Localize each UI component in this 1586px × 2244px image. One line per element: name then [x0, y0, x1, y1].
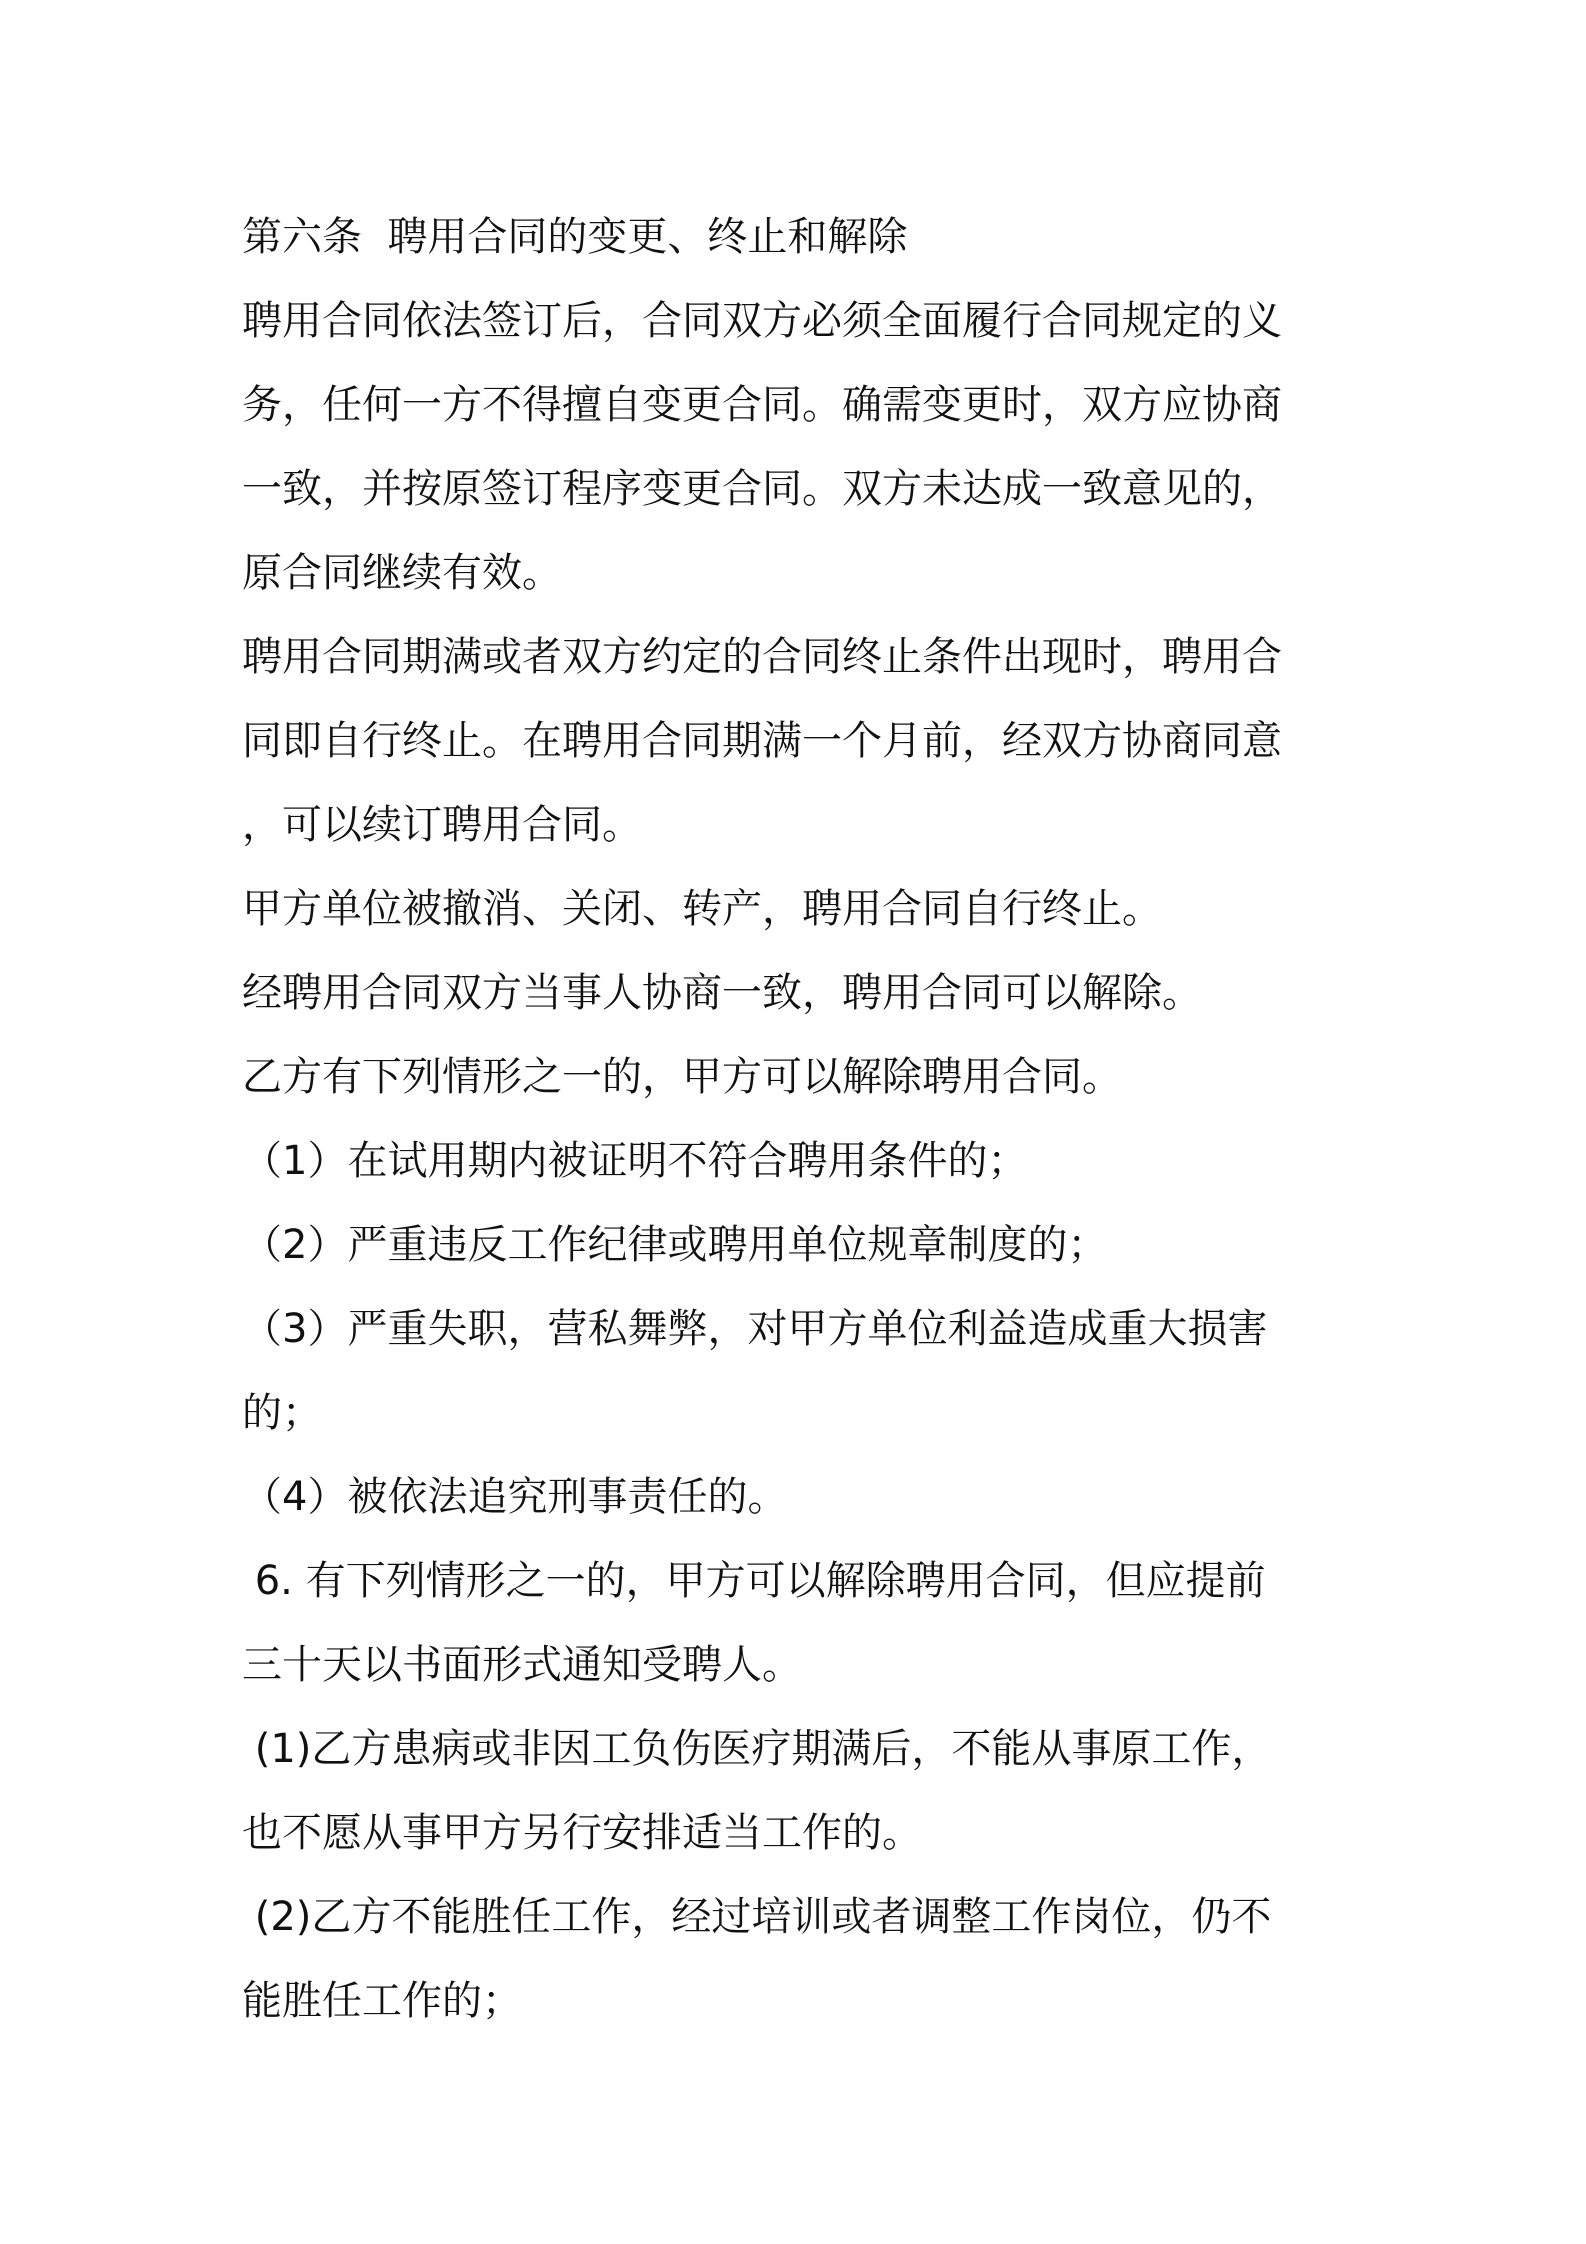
- list-item-line: （1）在试用期内被证明不符合聘用条件的；: [242, 1138, 1028, 1184]
- sub-item-line: 能胜任工作的；: [242, 1978, 522, 2024]
- paragraph-line: 务，任何一方不得擅自变更合同。确需变更时，双方应协商: [242, 382, 1282, 428]
- paragraph-line: 原合同继续有效。: [242, 550, 562, 596]
- numbered-clause-line: 6. 有下列情形之一的，甲方可以解除聘用合同，但应提前: [242, 1558, 1266, 1604]
- list-item-line: （4）被依法追究刑事责任的。: [242, 1474, 788, 1520]
- paragraph-line: ，可以续订聘用合同。: [242, 802, 642, 848]
- list-item-line: （3）严重失职，营私舞弊，对甲方单位利益造成重大损害: [242, 1306, 1268, 1352]
- paragraph-line: 聘用合同依法签订后，合同双方必须全面履行合同规定的义: [242, 298, 1282, 344]
- paragraph-line: 甲方单位被撤消、关闭、转产，聘用合同自行终止。: [242, 886, 1162, 932]
- paragraph-line: 一致，并按原签订程序变更合同。双方未达成一致意见的，: [242, 466, 1282, 512]
- paragraph-line: 乙方有下列情形之一的，甲方可以解除聘用合同。: [242, 1054, 1122, 1100]
- paragraph-line: 同即自行终止。在聘用合同期满一个月前，经双方协商同意: [242, 718, 1282, 764]
- sub-item-line: (1)乙方患病或非因工负伤医疗期满后，不能从事原工作，: [242, 1726, 1272, 1772]
- paragraph-line: 聘用合同期满或者双方约定的合同终止条件出现时，聘用合: [242, 634, 1282, 680]
- numbered-clause-line: 三十天以书面形式通知受聘人。: [242, 1642, 802, 1688]
- list-item-line: （2）严重违反工作纪律或聘用单位规章制度的；: [242, 1222, 1108, 1268]
- list-item-line: 的；: [242, 1390, 322, 1436]
- document-body: [242, 195, 1362, 2043]
- article-heading: 第六条 聘用合同的变更、终止和解除: [242, 214, 908, 260]
- sub-item-line: (2)乙方不能胜任工作，经过培训或者调整工作岗位，仍不: [242, 1894, 1272, 1940]
- sub-item-line: 也不愿从事甲方另行安排适当工作的。: [242, 1810, 922, 1856]
- paragraph-line: 经聘用合同双方当事人协商一致，聘用合同可以解除。: [242, 970, 1202, 1016]
